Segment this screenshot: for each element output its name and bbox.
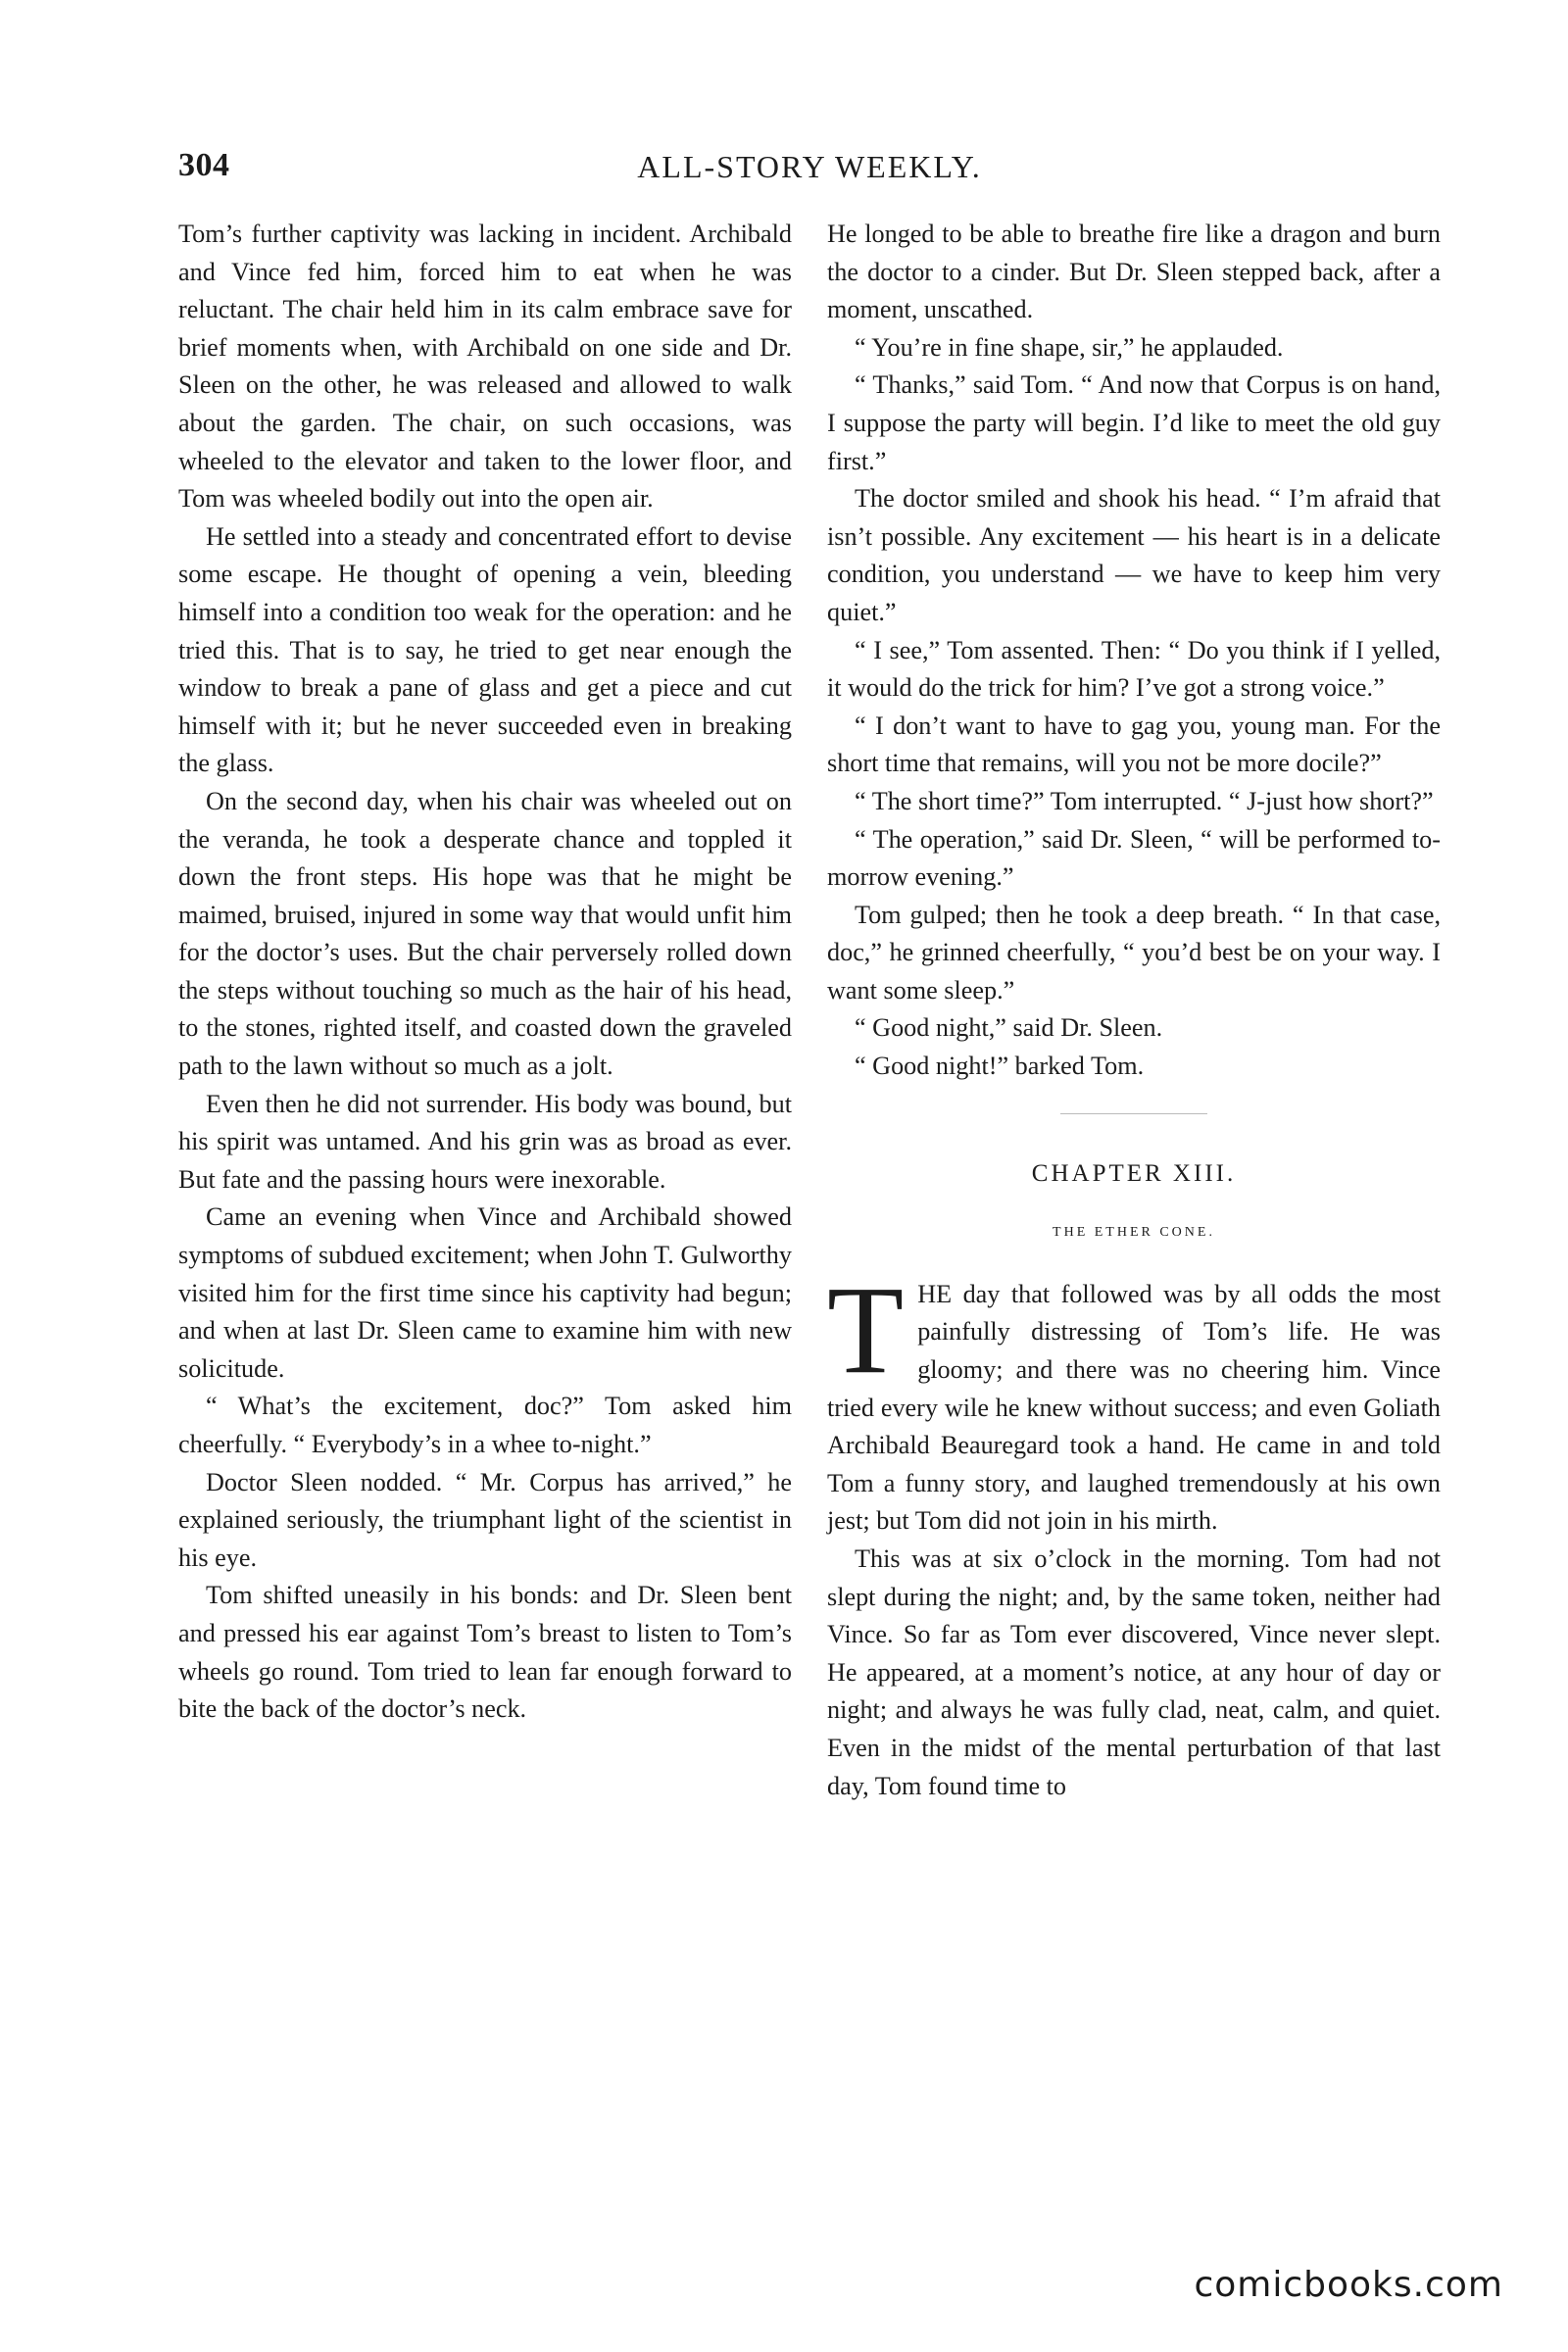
right-column [827, 216, 1441, 1805]
paragraph: “ You’re in fine shape, sir,” he applauded. [855, 332, 1284, 362]
paragraph: On the second day, when his chair was wheeled out on the veranda, he took a desperate chance and toppled it down the front steps. His hope was that he might be maimed, bruised, injured in some way that would unfit him for the doctor’s uses. But the chair perversely rolled down the steps without touching so much as the hair of his head, to the stones, righted itself, and coasted down the graveled path to the lawn without so much as a jolt. [178, 786, 792, 1081]
watermark: comicbooks.com [1194, 2265, 1503, 2305]
paragraph: “ The operation,” said Dr. Sleen, “ will be performed to-morrow evening.” [827, 824, 1441, 892]
paragraph: This was at six o’clock in the morning. Tom had not slept during the night; and, by the same token, neither had Vince. So far as Tom ever discovered, Vince never slept. He appeared, at a moment’s notice, at any hour of day or night; and always he was fully clad, neat, calm, and quiet. Even in the midst of the mental perturbation of that last day, Tom found time to [827, 1544, 1441, 1800]
paragraph: “ Thanks,” said Tom. “ And now that Corpus is on hand, I suppose the party will begin. I’d like to meet the old guy first.” [827, 370, 1441, 475]
paragraph: “ I don’t want to have to gag you, young man. For the short time that remains, will you not be more docile?” [827, 710, 1441, 778]
running-head: ALL-STORY WEEKLY. [637, 149, 982, 184]
paragraph-text: HE day that followed was by all odds the most painfully distressing of Tom’s life. He was gloomy; and there was no cheering him. Vince tried every wile he knew without success; and even Goliath Archibald Beauregard took a hand. He came in and told Tom a funny story, and laughed tremendously at his own jest; but Tom did not join in his mirth. [827, 1279, 1441, 1536]
paragraph: Tom’s further captivity was lacking in incident. Archibald and Vince fed him, forced him to eat when he was reluctant. The chair held him in its calm embrace save for brief moments when, with Archibald on one side and Dr. Sleen on the other, he was released and allowed to walk about the garden. The chair, on such occasions, was wheeled to the elevator and taken to the lower floor, and Tom was wheeled bodily out into the open air. [178, 220, 792, 514]
chapter-subtitle: THE ETHER CONE. [1053, 1225, 1215, 1241]
page-number: 304 [178, 147, 230, 183]
paragraph: Tom shifted uneasily in his bonds: and Dr. Sleen bent and pressed his ear against Tom’s breast to listen to Tom’s wheels go round. Tom tried to lean far enough forward to bite the back of the doctor’s neck. [178, 1581, 792, 1724]
left-column [178, 216, 792, 1729]
chapter-heading: CHAPTER XIII. [1031, 1159, 1237, 1187]
drop-cap: T [827, 1259, 905, 1399]
paragraph: He settled into a steady and concentrated effort to devise some escape. He thought of opening a vein, bleeding himself into a condition too weak for the operation: and he tried this. That is to say, he tried to get near enough the window to break a pane of glass and get a piece and cut himself with it; but he never succeeded even in breaking the glass. [178, 521, 792, 778]
paragraph: He longed to be able to breathe fire like a dragon and burn the doctor to a cinder. But Dr. Sleen stepped back, after a moment, unscathed. [827, 220, 1441, 324]
paragraph: Doctor Sleen nodded. “ Mr. Corpus has arrived,” he explained seriously, the triumphant light of the scientist in his eye. [178, 1467, 792, 1572]
section-divider [1060, 1113, 1207, 1114]
paragraph: “ What’s the excitement, doc?” Tom asked him cheerfully. “ Everybody’s in a whee to-night.” [178, 1392, 792, 1458]
paragraph: “ Good night!” barked Tom. [855, 1052, 1145, 1081]
paragraph: Tom gulped; then he took a deep breath. “ In that case, doc,” he grinned cheerfully, “ you’d best be on your way. I want some sleep.” [827, 900, 1441, 1004]
paragraph: The doctor smiled and shook his head. “ I’m afraid that isn’t possible. Any excitement — his heart is in a delicate condition, you understand — we have to keep him very quiet.” [827, 484, 1441, 626]
paragraph: “ I see,” Tom assented. Then: “ Do you think if I yelled, it would do the trick for him? I’ve got a strong voice.” [827, 635, 1441, 703]
paragraph: “ The short time?” Tom interrupted. “ J-just how short?” [855, 786, 1434, 815]
paragraph: Even then he did not surrender. His body was bound, but his spirit was untamed. And his grin was as broad as ever. But fate and the passing hours were inexorable. [178, 1089, 792, 1194]
chapter-opening-paragraph [827, 1259, 1441, 1541]
paragraph: Came an evening when Vince and Archibald showed symptoms of subdued excitement; when John T. Gulworthy visited him for the first time since his captivity had begun; and when at last Dr. Sleen came to examine him with new solicitude. [178, 1202, 792, 1383]
page-header [178, 147, 1441, 192]
paragraph: “ Good night,” said Dr. Sleen. [855, 1013, 1163, 1043]
